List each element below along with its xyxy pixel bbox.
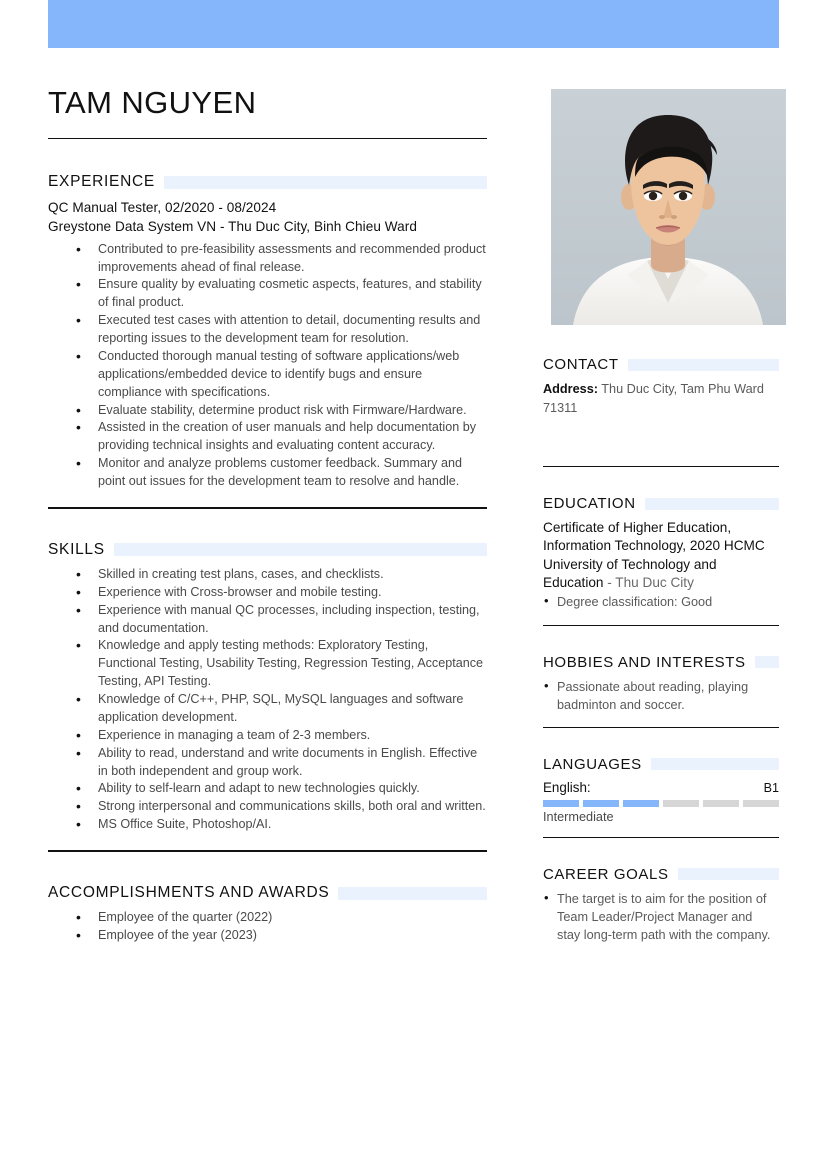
list-item: • Assisted in the creation of user manuals and help documentation by providing technical insights and evaluating content accuracy.: [48, 419, 487, 455]
right-column: [543, 48, 827, 944]
list-item: • Skilled in creating test plans, cases, and checklists.: [48, 566, 487, 584]
heading-accent-bar: [628, 359, 779, 371]
list-item: • Knowledge and apply testing methods: Exploratory Testing, Functional Testing, Usability Testing, Regression Testing, Acceptance Testing, API Testing.: [48, 637, 487, 691]
list-item: • MS Office Suite, Photoshop/AI.: [48, 816, 487, 834]
heading-accent-bar: [164, 176, 487, 189]
accomplishments-heading-label: ACCOMPLISHMENTS AND AWARDS: [48, 884, 330, 902]
language-proficiency-bar: [543, 800, 779, 807]
language-level-code: B1: [763, 780, 779, 795]
list-item: • Ensure quality by evaluating cosmetic aspects, features, and stability of final product.: [48, 276, 487, 312]
list-item: • Employee of the quarter (2022): [48, 909, 487, 927]
education-location: - Thu Duc City: [607, 575, 694, 591]
career-goals-heading: [543, 866, 779, 883]
heading-accent-bar: [678, 868, 779, 880]
experience-heading-label: EXPERIENCE: [48, 173, 155, 191]
education-divider: [543, 625, 779, 626]
list-item: • Experience with Cross-browser and mobile testing.: [48, 584, 487, 602]
education-bullet-list: [543, 593, 779, 611]
avatar: [551, 89, 786, 325]
portrait-illustration: [551, 89, 786, 325]
contact-spacer: [543, 418, 779, 466]
skills-divider: [48, 850, 487, 852]
page-title: TAM NGUYEN: [48, 85, 257, 120]
education-degree: Certificate of Higher Education, Information Technology, 2020: [543, 520, 732, 554]
languages-divider: [543, 837, 779, 838]
contact-divider: [543, 466, 779, 467]
list-item: • Monitor and analyze problems customer feedback. Summary and point out issues for the development team to resolve and handle.: [48, 455, 487, 491]
list-item: • Employee of the year (2023): [48, 927, 487, 945]
skills-heading-label: SKILLS: [48, 540, 105, 558]
list-item: • Experience in managing a team of 2-3 members.: [48, 727, 487, 745]
language-name: English:: [543, 779, 591, 795]
language-row: [543, 780, 779, 795]
hobbies-bullet-list: [543, 678, 779, 714]
language-progress-segment: [663, 800, 699, 807]
experience-bullet-list: [48, 241, 487, 491]
list-item: • Evaluate stability, determine product risk with Firmware/Hardware.: [48, 402, 487, 420]
list-item: • Strong interpersonal and communications skills, both oral and written.: [48, 798, 487, 816]
section-accomplishments: [48, 884, 487, 945]
experience-company: Greystone Data System VN - Thu Duc City, Binh Chieu Ward: [48, 219, 417, 235]
accomplishments-heading: [48, 884, 487, 902]
language-progress-segment: [623, 800, 659, 807]
language-progress-segment: [583, 800, 619, 807]
list-item: • Conducted thorough manual testing of software applications/web applications/embedded device to identify bugs and ensure compliance with specifications.: [48, 348, 487, 402]
hobbies-heading: [543, 654, 779, 671]
list-item: • Contributed to pre-feasibility assessments and recommended product improvements ahead of final release.: [48, 241, 487, 277]
section-contact: [543, 356, 779, 467]
experience-divider: [48, 507, 487, 509]
list-item: • Passionate about reading, playing badminton and soccer.: [543, 678, 779, 714]
heading-accent-bar: [645, 498, 779, 510]
list-item: • Degree classification: Good: [543, 593, 779, 611]
section-languages: [543, 756, 779, 838]
list-item: • Experience with manual QC processes, including inspection, testing, and documentation.: [48, 602, 487, 638]
career-goals-bullet-list: [543, 890, 779, 944]
experience-heading: [48, 173, 487, 191]
education-school: HCMC University of Technology and Education: [543, 538, 765, 591]
contact-heading: [543, 356, 779, 373]
skills-heading: [48, 541, 487, 559]
hobbies-divider: [543, 727, 779, 728]
career-goals-heading-label: CAREER GOALS: [543, 865, 669, 883]
section-career-goals: [543, 866, 779, 944]
language-level-caption: Intermediate: [543, 809, 614, 824]
section-experience: [48, 173, 487, 509]
resume-page: [0, 48, 827, 1170]
contact-address-value: Thu Duc City, Tam Phu Ward 71311: [543, 382, 764, 416]
section-education: [543, 495, 779, 625]
name-divider: [48, 138, 487, 139]
education-heading-label: EDUCATION: [543, 495, 636, 513]
list-item: • The target is to aim for the position of Team Leader/Project Manager and stay long-term path with the company.: [543, 890, 779, 944]
list-item: • Executed test cases with attention to detail, documenting results and reporting issues to the development team for resolution.: [48, 312, 487, 348]
education-entry: [543, 519, 779, 592]
contact-address-label: Address:: [543, 382, 598, 396]
heading-accent-bar: [651, 758, 779, 770]
list-item: • Ability to self-learn and adapt to new technologies quickly.: [48, 780, 487, 798]
education-heading: [543, 495, 779, 512]
language-progress-segment: [543, 800, 579, 807]
heading-accent-bar: [755, 656, 779, 668]
skills-bullet-list: [48, 566, 487, 834]
experience-job-title: QC Manual Tester, 02/2020 - 08/2024: [48, 200, 277, 216]
contact-address: [543, 380, 779, 418]
list-item: • Ability to read, understand and write documents in English. Effective in both independent and group work.: [48, 745, 487, 781]
hobbies-heading-label: HOBBIES AND INTERESTS: [543, 653, 746, 671]
heading-accent-bar: [114, 543, 487, 556]
list-item: • Knowledge of C/C++, PHP, SQL, MySQL languages and software application development.: [48, 691, 487, 727]
section-skills: [48, 541, 487, 852]
heading-accent-bar: [338, 887, 487, 900]
language-progress-segment: [703, 800, 739, 807]
languages-heading: [543, 756, 779, 773]
languages-heading-label: LANGUAGES: [543, 755, 642, 773]
left-column: [0, 48, 487, 945]
top-banner: [48, 0, 779, 48]
section-hobbies: [543, 654, 779, 728]
contact-heading-label: CONTACT: [543, 356, 619, 373]
accomplishments-bullet-list: [48, 909, 487, 945]
language-progress-segment: [743, 800, 779, 807]
